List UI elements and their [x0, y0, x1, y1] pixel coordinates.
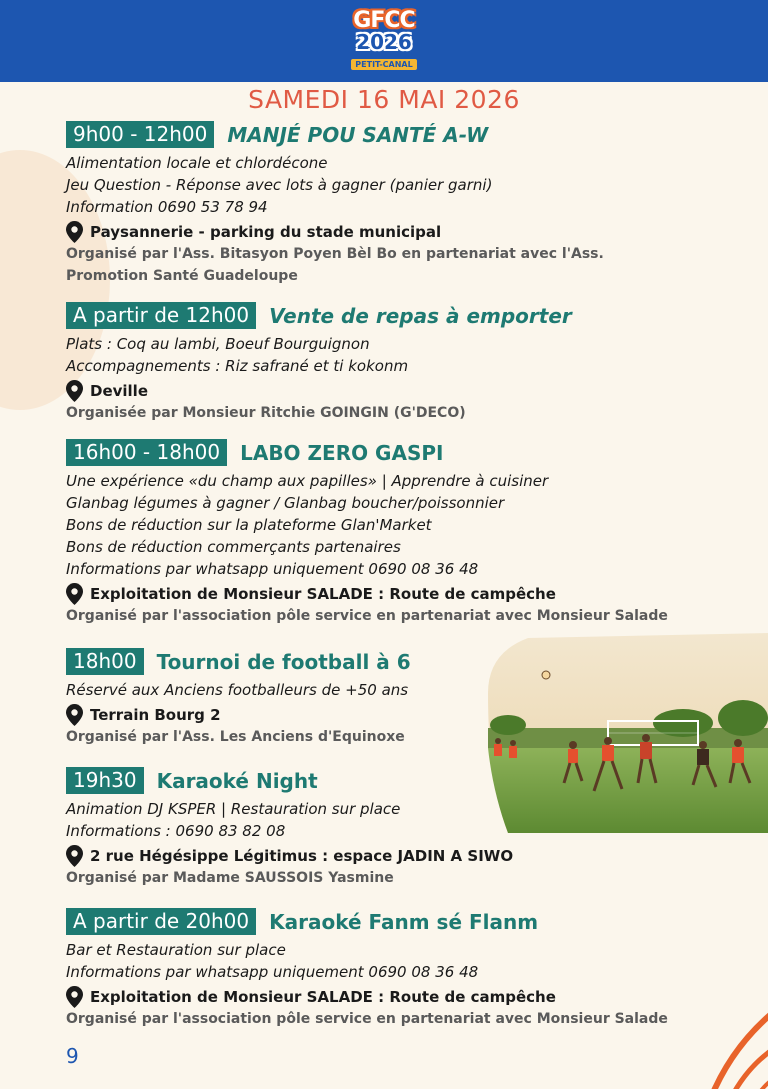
event-time-badge: 18h00: [66, 648, 144, 675]
location-pin-icon: [66, 221, 83, 243]
event-location: [66, 845, 513, 867]
event-description-line: Plats : Coq au lambi, Boeuf Bourguignon: [66, 335, 370, 353]
event-time-badge: A partir de 12h00: [66, 302, 256, 329]
event-title: Karaoké Night: [156, 768, 318, 793]
event-organizer-line: Organisé par l'Ass. Les Anciens d'Equinoxe: [66, 729, 405, 745]
event-vente-repas: [66, 302, 572, 424]
event-organizer-line: Organisé par l'association pôle service en partenariat avec Monsieur Salade: [66, 1011, 668, 1027]
event-location: [66, 986, 668, 1008]
event-description-line: Alimentation locale et chlordécone: [66, 154, 328, 172]
logo-sub-text: PETIT-CANAL: [351, 59, 416, 70]
event-description-line: Une expérience «du champ aux papilles» | Apprendre à cuisiner: [66, 472, 549, 490]
event-location: [66, 380, 572, 402]
event-location-text: Paysannerie - parking du stade municipal: [90, 223, 442, 241]
event-organizer-line: Promotion Santé Guadeloupe: [66, 268, 298, 284]
logo-year-text: 2026: [356, 30, 412, 54]
event-location-text: 2 rue Hégésippe Légitimus : espace JADIN A SIWO: [90, 847, 514, 865]
event-time-badge: 16h00 - 18h00: [66, 439, 227, 466]
header-band: [0, 0, 768, 82]
event-time-badge: 9h00 - 12h00: [66, 121, 214, 148]
event-time-badge: 19h30: [66, 767, 144, 794]
event-manje-pou-sante: [66, 121, 604, 287]
event-organizer-line: Organisé par l'Ass. Bitasyon Poyen Bèl Bo en partenariat avec l'Ass.: [66, 246, 604, 262]
event-labo-zero-gaspi: [66, 439, 668, 627]
decorative-leaf-icon: [700, 1010, 768, 1089]
event-tournoi-football: [66, 648, 411, 748]
event-location-text: Terrain Bourg 2: [90, 706, 221, 724]
event-description-line: Informations : 0690 83 82 08: [66, 822, 286, 840]
event-organizer-line: Organisé par Madame SAUSSOIS Yasmine: [66, 870, 394, 886]
event-title: Tournoi de football à 6: [156, 649, 411, 674]
event-location-text: Deville: [90, 382, 149, 400]
page-number: 9: [66, 1044, 79, 1068]
event-description-line: Bons de réduction commerçants partenaires: [66, 538, 401, 556]
event-location: [66, 704, 411, 726]
location-pin-icon: [66, 380, 83, 402]
location-pin-icon: [66, 583, 83, 605]
event-title: MANJÉ POU SANTÉ A-W: [227, 122, 489, 147]
event-location-text: Exploitation de Monsieur SALADE : Route de campêche: [90, 988, 556, 1006]
event-description-line: Bons de réduction sur la plateforme Glan'Market: [66, 516, 432, 534]
event-description-line: Réservé aux Anciens footballeurs de +50 ans: [66, 681, 409, 699]
event-title: LABO ZERO GASPI: [240, 440, 444, 465]
event-karaoke-fanm: [66, 908, 668, 1030]
event-organizer-line: Organisée par Monsieur Ritchie GOINGIN (G'DECO): [66, 405, 466, 421]
location-pin-icon: [66, 704, 83, 726]
event-description-line: Glanbag légumes à gagner / Glanbag boucher/poissonnier: [66, 494, 505, 512]
event-description-line: Information 0690 53 78 94: [66, 198, 268, 216]
event-description-line: Jeu Question - Réponse avec lots à gagner (panier garni): [66, 176, 493, 194]
event-organizer-line: Organisé par l'association pôle service en partenariat avec Monsieur Salade: [66, 608, 668, 624]
event-location-text: Exploitation de Monsieur SALADE : Route de campêche: [90, 585, 556, 603]
football-match-illustration: [488, 633, 768, 833]
event-title: Vente de repas à emporter: [269, 303, 572, 328]
location-pin-icon: [66, 986, 83, 1008]
event-karaoke-night: [66, 767, 513, 889]
event-time-badge: A partir de 20h00: [66, 908, 256, 935]
event-description-line: Informations par whatsapp uniquement 0690 08 36 48: [66, 963, 479, 981]
logo-main-text: GFCC: [353, 8, 415, 33]
event-location: [66, 221, 604, 243]
date-title: SAMEDI 16 MAI 2026: [248, 85, 520, 114]
event-location: [66, 583, 668, 605]
gfcc-logo: [338, 10, 430, 74]
event-title: Karaoké Fanm sé Flanm: [269, 909, 539, 934]
event-description-line: Animation DJ KSPER | Restauration sur place: [66, 800, 401, 818]
event-description-line: Bar et Restauration sur place: [66, 941, 286, 959]
event-description-line: Accompagnements : Riz safrané et ti kokonm: [66, 357, 409, 375]
location-pin-icon: [66, 845, 83, 867]
event-description-line: Informations par whatsapp uniquement 0690 08 36 48: [66, 560, 479, 578]
